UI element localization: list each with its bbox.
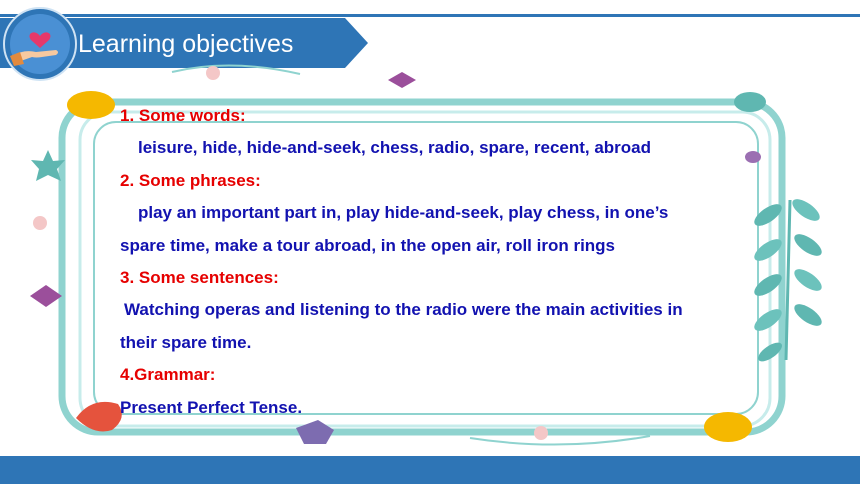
sentences-heading: 3. Some sentences: — [120, 268, 279, 288]
top-rule — [0, 14, 860, 17]
phrases-heading: 2. Some phrases: — [120, 170, 261, 190]
leaf-branch-icon — [751, 195, 825, 365]
words-heading: 1. Some words: — [120, 106, 246, 125]
bottom-bar — [0, 456, 860, 484]
phrases-text-line-1: play an important part in, play hide-and-seek, play chess, in one’s — [138, 203, 669, 223]
sentences-text-line-2: their spare time. — [120, 332, 252, 352]
grammar-heading: 4.Grammar: — [120, 365, 216, 385]
grammar-text: Present Perfect Tense. — [120, 397, 303, 417]
phrases-text-line-2: spare time, make a tour abroad, in the open air, roll iron rings — [120, 235, 616, 255]
objectives-content — [120, 100, 760, 424]
sentences-text-line-1: Watching operas and listening to the radio were the main activities in — [124, 300, 683, 320]
words-text: leisure, hide, hide-and-seek, chess, radio, spare, recent, abroad — [138, 138, 652, 158]
page-title: Learning objectives — [78, 30, 294, 58]
